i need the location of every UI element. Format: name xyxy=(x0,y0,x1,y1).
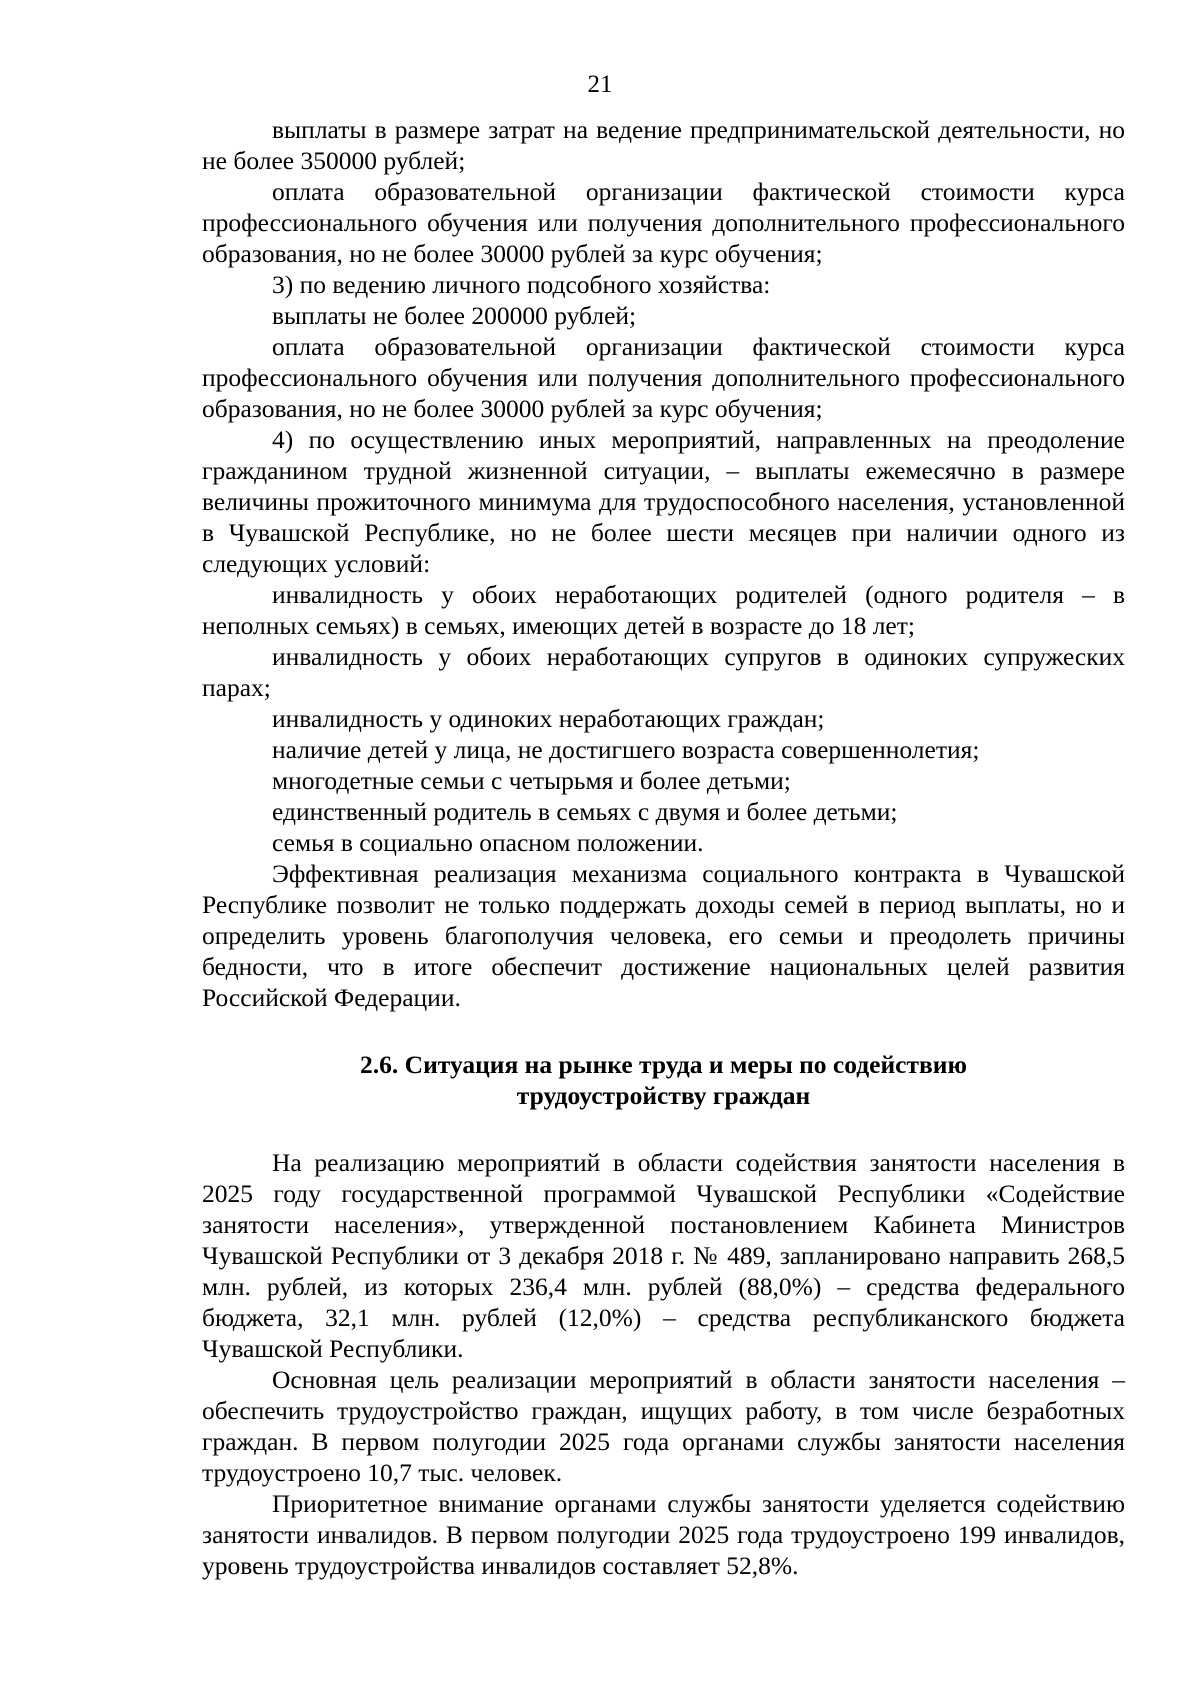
paragraph: На реализацию мероприятий в области содействия занятости населения в 2025 году государственной программой Чувашской Республики «Содействие занятости населения», утвержденной постановлением Кабинета Министров Чувашской Республики от 3 декабря 2018 г. № 489, запланировано направить 268,5 млн. рублей, из которых 236,4 млн. рублей (88,0%) – средства федерального бюджета, 32,1 млн. рублей (12,0%) – средства республиканского бюджета Чувашской Республики. xyxy=(202,1148,1125,1363)
paragraph: Приоритетное внимание органами службы занятости уделяется содействию занятости инвалидов. В первом полугодии 2025 года трудоустроено 199 инвалидов, уровень трудоустройства инвалидов составляет 52,8%. xyxy=(202,1489,1125,1580)
paragraph: инвалидность у обоих неработающих родителей (одного родителя – в неполных семьях) в семьях, имеющих детей в возрасте до 18 лет; xyxy=(202,580,1125,640)
section-heading xyxy=(202,1049,1125,1111)
paragraph: единственный родитель в семьях с двумя и более детьми; xyxy=(272,797,898,826)
page-number: 21 xyxy=(587,71,613,98)
paragraph: инвалидность у одиноких неработающих граждан; xyxy=(272,704,825,733)
paragraph: оплата образовательной организации фактической стоимости курса профессионального обучения или получения дополнительного профессионального образования, но не более 30000 рублей за курс обучения; xyxy=(202,177,1125,268)
paragraph: 4) по осуществлению иных мероприятий, направленных на преодоление гражданином трудной жизненной ситуации, – выплаты ежемесячно в размере величины прожиточного минимума для трудоспособного населения, установленной в Чувашской Республике, но не более шести месяцев при наличии одного из следующих условий: xyxy=(202,425,1125,578)
paragraph: Основная цель реализации мероприятий в области занятости населения – обеспечить трудоустройство граждан, ищущих работу, в том числе безработных граждан. В первом полугодии 2025 года органами службы занятости населения трудоустроено 10,7 тыс. человек. xyxy=(202,1365,1125,1487)
paragraph: инвалидность у обоих неработающих супругов в одиноких супружеских парах; xyxy=(202,642,1125,702)
paragraph: семья в социально опасном положении. xyxy=(272,828,704,857)
paragraph: наличие детей у лица, не достигшего возраста совершеннолетия; xyxy=(272,735,980,764)
paragraph: выплаты в размере затрат на ведение предпринимательской деятельности, но не более 350000 рублей; xyxy=(202,115,1125,175)
paragraph: оплата образовательной организации фактической стоимости курса профессионального обучения или получения дополнительного профессионального образования, но не более 30000 рублей за курс обучения; xyxy=(202,332,1125,423)
paragraph: Эффективная реализация механизма социального контракта в Чувашской Республике позволит не только поддержать доходы семей в период выплаты, но и определить уровень благополучия человека, его семьи и преодолеть причины бедности, что в итоге обеспечит достижение национальных целей развития Российской Федерации. xyxy=(202,859,1125,1012)
paragraph: многодетные семьи с четырьмя и более детьми; xyxy=(272,766,791,795)
section-heading-line: трудоустройству граждан xyxy=(516,1081,811,1110)
paragraph: 3) по ведению личного подсобного хозяйства: xyxy=(272,270,771,299)
section-heading-line: 2.6. Ситуация на рынке труда и меры по содействию xyxy=(360,1050,967,1079)
paragraph: выплаты не более 200000 рублей; xyxy=(272,301,637,330)
document-body xyxy=(202,114,1125,1581)
